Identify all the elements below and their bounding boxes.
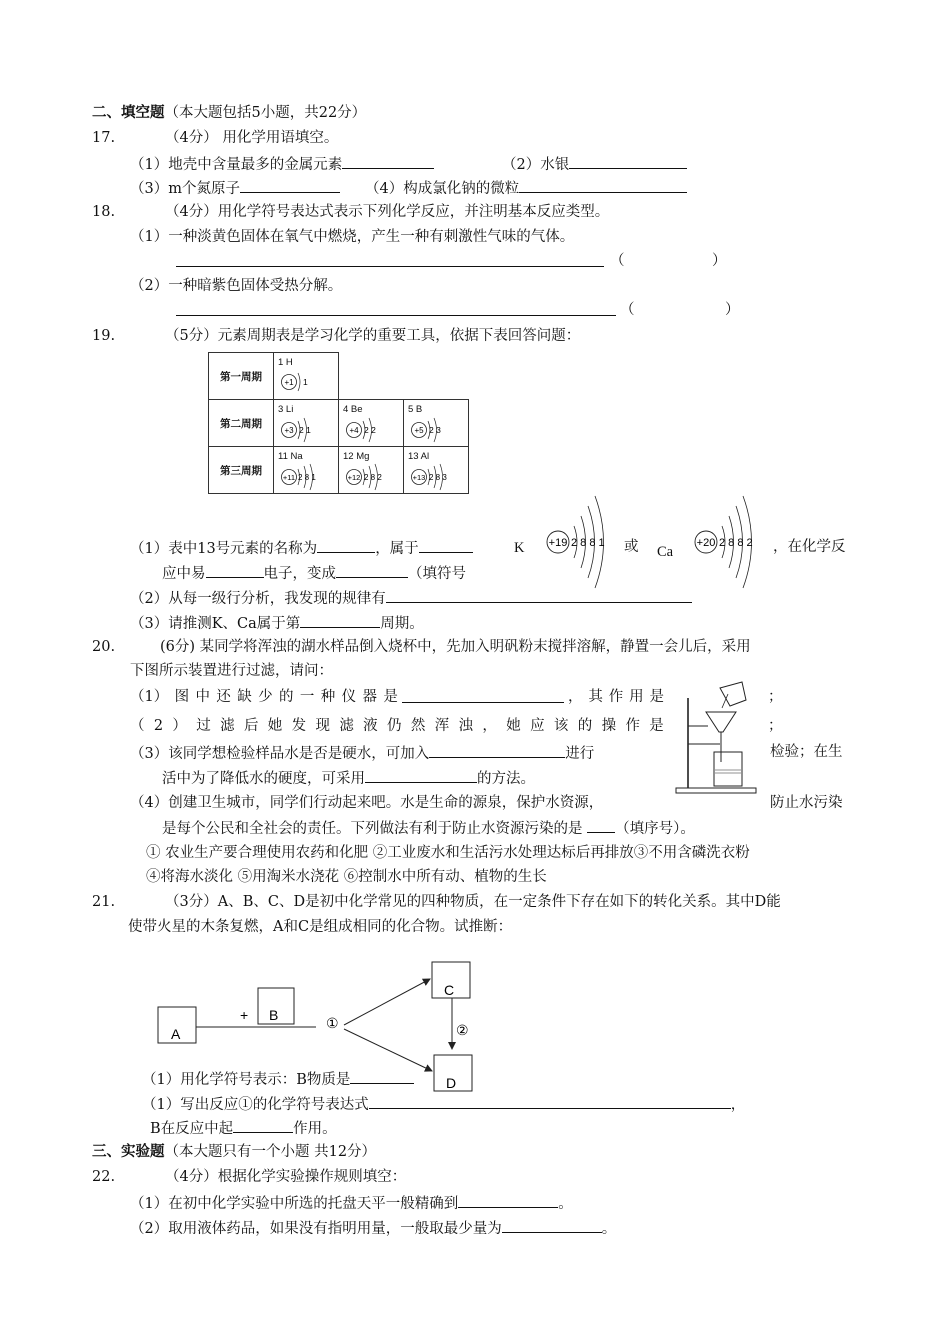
shell-electrons: 2 8 8 2 bbox=[719, 537, 753, 549]
shell-electrons: 2 3 bbox=[429, 425, 441, 435]
q19-part1-text: （填符号 bbox=[408, 566, 466, 582]
shell-electrons: 1 bbox=[303, 377, 308, 387]
step-label: ② bbox=[456, 1022, 469, 1038]
question-number: 18. bbox=[92, 204, 116, 220]
element-cell-na bbox=[274, 447, 339, 494]
period-label: 第一周期 bbox=[209, 353, 274, 400]
q20-part2-text: ） bbox=[172, 718, 187, 734]
k-atom-diagram-icon bbox=[540, 490, 620, 600]
answer-blank[interactable] bbox=[240, 177, 340, 193]
answer-blank[interactable] bbox=[458, 1192, 558, 1208]
atom-diagram-icon bbox=[343, 416, 399, 444]
q17-part2-text: （2）水银 bbox=[502, 157, 570, 173]
q20-part3-text: 的方法。 bbox=[477, 771, 535, 787]
shell-electrons: 2 8 1 bbox=[298, 473, 316, 482]
q19-part1-text: ，属于 bbox=[375, 541, 419, 557]
answer-blank[interactable] bbox=[336, 562, 408, 578]
box-a-label: A bbox=[171, 1026, 181, 1042]
q20-part2-text: 浊 bbox=[458, 718, 474, 734]
q17-part1-text: （1）地壳中含量最多的金属元素 bbox=[130, 157, 343, 173]
plus-sign: + bbox=[240, 1007, 249, 1023]
q20-part1-text: 一 bbox=[299, 689, 315, 705]
q19-part1 bbox=[130, 537, 473, 559]
q20-part2-text: 作 bbox=[625, 718, 640, 734]
answer-blank[interactable] bbox=[429, 742, 565, 758]
q20-part4-cont bbox=[162, 817, 695, 839]
atom-diagram-icon bbox=[343, 463, 401, 491]
q20-part2-text: 浑 bbox=[434, 718, 450, 734]
element-cell-be bbox=[339, 400, 404, 447]
element-cell-b bbox=[404, 400, 469, 447]
q20-part2-text: 过 bbox=[196, 718, 211, 734]
nucleus-label: +20 bbox=[696, 537, 716, 549]
question-head: （5分）元素周期表是学习化学的重要工具，依据下表回答问题： bbox=[165, 328, 581, 344]
section-note: （本大题只有一个小题 共12分） bbox=[164, 1144, 377, 1160]
nucleus-label: +4 bbox=[349, 426, 359, 435]
q20-part2-text: 应 bbox=[530, 718, 545, 734]
nucleus-label: +12 bbox=[347, 473, 361, 482]
element-label: 3 Li bbox=[278, 404, 294, 415]
q20-part1-text: （1） bbox=[130, 689, 169, 705]
nucleus-label: +5 bbox=[414, 426, 424, 435]
answer-blank[interactable] bbox=[502, 1217, 602, 1233]
answer-blank[interactable] bbox=[176, 251, 604, 267]
q20-part2-text: 该 bbox=[553, 718, 569, 734]
q20-part3-cont bbox=[162, 767, 535, 789]
nucleus-label: +1 bbox=[284, 378, 294, 387]
question-head-cont: 使带火星的木条复燃，A和C是组成相同的化合物。试推断： bbox=[128, 919, 513, 935]
answer-blank[interactable] bbox=[386, 587, 692, 603]
question-head: （4分）根据化学实验操作规则填空： bbox=[165, 1169, 407, 1185]
q20-part1-text: 少 bbox=[258, 689, 273, 705]
q20-part1-text: 的 bbox=[278, 689, 294, 705]
element-cell-al bbox=[404, 447, 469, 494]
q19-part1-text: 电子，变成 bbox=[263, 566, 336, 582]
q17-part3-text: （3）m个氮原子 bbox=[130, 181, 240, 197]
or-word: 或 bbox=[624, 539, 639, 555]
q20-part4-tail: 防止水污染 bbox=[770, 795, 843, 811]
q20-part3-text: 活中为了降低水的硬度，可采用 bbox=[162, 771, 365, 787]
element-label: 1 H bbox=[278, 357, 293, 368]
paren-open: （ bbox=[620, 302, 635, 318]
q22-part1 bbox=[130, 1192, 573, 1214]
q20-part2-text: 她 bbox=[267, 718, 283, 734]
q19-part2-text: （2）从每一级行分析，我发现的规律有 bbox=[130, 591, 386, 607]
q17-part4-text: （4）构成氯化钠的微粒 bbox=[365, 181, 520, 197]
q20-part1-text: 是 bbox=[649, 689, 664, 705]
q20-part2 bbox=[130, 716, 664, 736]
question-head: （4分）用化学符号表达式表示下列化学反应，并注明基本反应类型。 bbox=[165, 204, 610, 220]
q19-part2 bbox=[130, 587, 692, 609]
q19-part1-cont bbox=[162, 562, 466, 584]
q21-part2-text: （1）写出反应①的化学符号表达式 bbox=[142, 1097, 369, 1113]
q20-part1-text: 其 bbox=[588, 689, 603, 705]
q20-part2-text: 现 bbox=[315, 718, 330, 734]
atom-diagram-icon bbox=[408, 463, 466, 491]
answer-blank[interactable] bbox=[365, 767, 477, 783]
question-head: (6分) 某同学将浑浊的湖水样品倒入烧杯中，先加入明矾粉末搅拌溶解，静置一会儿后，采用 bbox=[160, 639, 751, 655]
question-number: 17. bbox=[92, 130, 116, 146]
section-heading bbox=[92, 103, 366, 123]
q20-part1-text: 仪 bbox=[341, 689, 357, 705]
q20-options: ① 农业生产要合理使用农药和化肥 ②工业废水和生活污水处理达标后再排放③不用含磷洗衣粉 bbox=[146, 845, 750, 861]
q20-options: ④将海水淡化 ⑤用淘米水浇花 ⑥控制水中所有动、植物的生长 bbox=[146, 869, 547, 885]
section-heading bbox=[92, 1142, 376, 1162]
q19-part3-text: （3）请推测K、Ca属于第 bbox=[130, 616, 301, 632]
q17-part3 bbox=[130, 177, 340, 199]
q20-part2-text: 的 bbox=[577, 718, 593, 734]
q20-part2-text: 仍 bbox=[387, 718, 402, 734]
q20-part1-text: 是 bbox=[383, 689, 398, 705]
q19-part1-tail: ，在化学反 bbox=[773, 539, 846, 555]
answer-blank[interactable] bbox=[569, 153, 687, 169]
step-label: ① bbox=[326, 1015, 339, 1031]
answer-blank[interactable] bbox=[402, 687, 564, 703]
q20-part4-text: 是每个公民和全社会的责任。下列做法有利于防止水资源污染的是 bbox=[162, 821, 583, 837]
q18-answer-line bbox=[176, 300, 616, 322]
element-label: 4 Be bbox=[343, 404, 363, 415]
q21-part2-text: ， bbox=[730, 1097, 746, 1113]
q20-part1-text: 种 bbox=[320, 689, 336, 705]
answer-blank[interactable] bbox=[350, 1068, 414, 1084]
q21-part1 bbox=[142, 1068, 414, 1090]
q20-part1-text: 中 bbox=[195, 689, 210, 705]
q20-part2-text: ， bbox=[482, 718, 497, 734]
q20-part3 bbox=[130, 742, 594, 764]
q20-part2-text: 滤 bbox=[220, 718, 235, 734]
nucleus-label: +11 bbox=[282, 473, 296, 482]
question-number: 19. bbox=[92, 328, 116, 344]
element-cell-li bbox=[274, 400, 339, 447]
q20-part1-blank bbox=[402, 687, 564, 709]
element-label: 11 Na bbox=[278, 451, 303, 462]
q17-part1 bbox=[130, 153, 434, 175]
q22-part2-text: 。 bbox=[601, 1221, 617, 1237]
q20-part1-text: 缺 bbox=[237, 689, 252, 705]
q20-part1-text: 作 bbox=[608, 689, 624, 705]
atom-diagram-icon bbox=[278, 416, 334, 444]
q20-part2-text: 是 bbox=[649, 718, 664, 734]
q20-part2-text: 操 bbox=[601, 718, 617, 734]
answer-blank[interactable] bbox=[342, 153, 434, 169]
q22-part1-text: 。 bbox=[558, 1196, 573, 1212]
atom-diagram-icon bbox=[278, 463, 336, 491]
answer-blank[interactable] bbox=[519, 177, 687, 193]
periodic-table bbox=[208, 352, 469, 494]
shell-electrons: 2 8 3 bbox=[429, 473, 447, 482]
question-number: 21. bbox=[92, 894, 116, 910]
answer-blank[interactable] bbox=[587, 817, 615, 833]
question-number: 20. bbox=[92, 639, 116, 655]
q19-part1-text: 应中易 bbox=[162, 566, 206, 582]
q20-part2-text: 发 bbox=[291, 718, 307, 734]
shell-electrons: 2 1 bbox=[299, 425, 311, 435]
q22-part1-text: （1）在初中化学实验中所选的托盘天平一般精确到 bbox=[130, 1196, 459, 1212]
nucleus-label: +13 bbox=[412, 473, 426, 482]
q20-part1-text: 器 bbox=[362, 689, 377, 705]
question-number: 22. bbox=[92, 1169, 116, 1185]
q19-part3-text: 周期。 bbox=[380, 616, 424, 632]
shell-electrons: 2 2 bbox=[364, 425, 376, 435]
element-label: 12 Mg bbox=[343, 451, 370, 462]
q19-part3 bbox=[130, 612, 424, 634]
q20-part1 bbox=[130, 687, 398, 707]
q22-part2 bbox=[130, 1217, 616, 1239]
box-c-label: C bbox=[444, 982, 455, 998]
q21-part3-text: 作用。 bbox=[293, 1121, 337, 1137]
q20-part1-text: ， bbox=[568, 689, 583, 705]
q20-part2-text: 滤 bbox=[339, 718, 354, 734]
element-cell-mg bbox=[339, 447, 404, 494]
q20-part1-b bbox=[568, 687, 664, 707]
q21-part3 bbox=[150, 1117, 337, 1139]
q21-part3-text: B在反应中起 bbox=[150, 1121, 234, 1137]
paren-open: （ bbox=[610, 253, 625, 269]
q20-part2-text: （ bbox=[130, 718, 145, 734]
answer-blank[interactable] bbox=[300, 612, 380, 628]
answer-blank[interactable] bbox=[419, 537, 473, 553]
q20-part2-text: 然 bbox=[410, 718, 426, 734]
q17-part2 bbox=[502, 153, 687, 175]
paren-close: ） bbox=[712, 253, 727, 269]
answer-blank[interactable] bbox=[233, 1117, 293, 1133]
ca-symbol: Ca bbox=[657, 544, 674, 560]
ca-atom-diagram-icon bbox=[688, 488, 774, 600]
section-title: 三、实验题 bbox=[92, 1143, 165, 1160]
box-d-label: D bbox=[446, 1075, 457, 1091]
nucleus-label: +3 bbox=[284, 426, 294, 435]
answer-blank[interactable] bbox=[206, 562, 264, 578]
k-symbol: K bbox=[514, 540, 525, 556]
q18-part2: （2）一种暗紫色固体受热分解。 bbox=[130, 278, 343, 294]
period-label: 第三周期 bbox=[209, 447, 274, 494]
question-head: （3分）A、B、C、D是初中化学常见的四种物质，在一定条件下存在如下的转化关系。其中D能 bbox=[165, 894, 781, 910]
answer-blank[interactable] bbox=[317, 537, 375, 553]
box-b-label: B bbox=[269, 1007, 279, 1023]
q20-part3-text: （3）该同学想检验样品水是否是硬水，可加入 bbox=[130, 746, 430, 762]
element-cell-h bbox=[274, 353, 339, 400]
q18-part1: （1）一种淡黄色固体在氧气中燃烧，产生一种有刺激性气味的气体。 bbox=[130, 229, 575, 245]
answer-blank[interactable] bbox=[176, 300, 616, 316]
shell-electrons: 2 8 2 bbox=[364, 473, 382, 482]
filtration-apparatus-icon bbox=[670, 670, 762, 798]
nucleus-label: +19 bbox=[548, 537, 568, 549]
section-title: 二、填空题 bbox=[92, 104, 165, 121]
q22-part2-text: （2）取用液体药品，如果没有指明用量，一般取最少量为 bbox=[130, 1221, 502, 1237]
element-label: 5 B bbox=[408, 404, 423, 415]
q20-part1-text: 还 bbox=[216, 689, 231, 705]
q20-part4-text: （填序号）。 bbox=[615, 821, 695, 837]
question-head: （4分） 用化学用语填空。 bbox=[165, 130, 339, 146]
period-label: 第二周期 bbox=[209, 400, 274, 447]
shell-electrons: 2 8 8 1 bbox=[571, 537, 605, 549]
q20-part4: （4）创建卫生城市，同学们行动起来吧。水是生命的源泉，保护水资源， bbox=[130, 795, 604, 811]
atom-diagram-icon bbox=[408, 416, 464, 444]
semicolon: ； bbox=[768, 689, 783, 705]
q20-part2-text: 她 bbox=[506, 718, 521, 734]
paren-close: ） bbox=[725, 302, 740, 318]
q21-part2 bbox=[142, 1093, 745, 1115]
q20-part2-text: 液 bbox=[363, 718, 378, 734]
q20-part2-text: 2 bbox=[153, 718, 164, 734]
answer-blank[interactable] bbox=[369, 1093, 731, 1109]
q17-part4 bbox=[365, 177, 687, 199]
atom-diagram-icon bbox=[278, 369, 334, 395]
q20-part3-tail: 检验；在生 bbox=[770, 744, 843, 760]
q20-part2-text: 后 bbox=[243, 718, 259, 734]
q21-part1-text: （1）用化学符号表示：B物质是 bbox=[142, 1072, 351, 1088]
element-label: 13 Al bbox=[408, 451, 430, 462]
semicolon: ； bbox=[768, 718, 783, 734]
question-head-cont: 下图所示装置进行过滤，请问： bbox=[130, 663, 333, 679]
q18-answer-line bbox=[176, 251, 604, 273]
q20-part1-text: 图 bbox=[174, 689, 190, 705]
section-note: （本大题包括5小题，共22分） bbox=[164, 105, 367, 121]
q20-part3-text: 进行 bbox=[565, 746, 595, 762]
q19-part1-text: （1）表中13号元素的名称为 bbox=[130, 541, 318, 557]
q20-part1-text: 用 bbox=[629, 689, 644, 705]
